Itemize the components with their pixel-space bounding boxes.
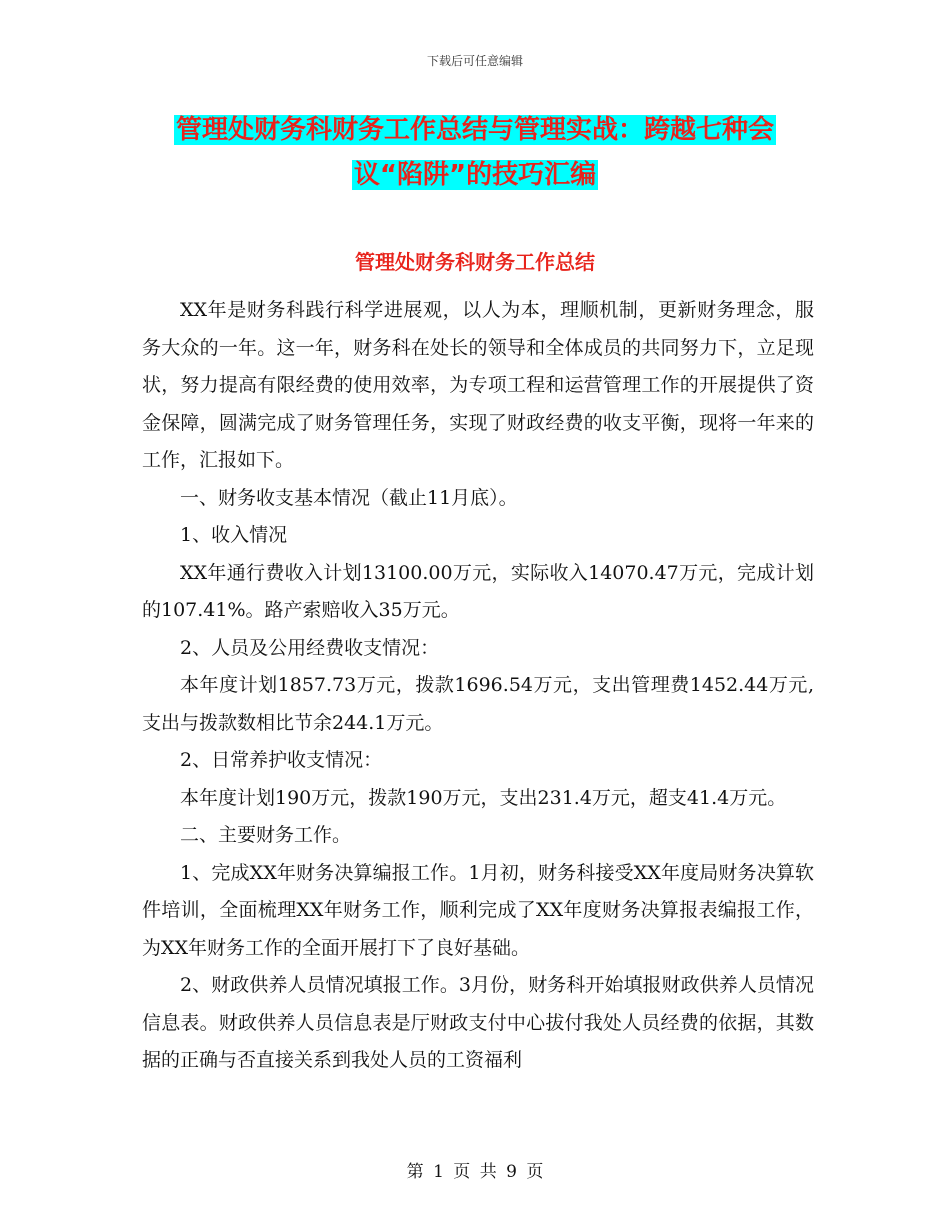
paragraph-income-detail: XX年通行费收入计划13100.00万元，实际收入14070.47万元，完成计划的107.41%。路产索赔收入35万元。 bbox=[142, 561, 814, 621]
paragraph-heading-1: 一、财务收支基本情况（截止11月底）。 bbox=[180, 486, 518, 509]
paragraph-subheading-income: 1、收入情况 bbox=[180, 524, 288, 546]
header-note: 下载后可任意编辑 bbox=[426, 54, 523, 68]
document-title bbox=[120, 108, 830, 198]
title-line-1: 管理处财务科财务工作总结与管理实战：跨越七种会 bbox=[175, 115, 774, 145]
paragraph-intro: XX年是财务科践行科学进展观，以人为本，理顺机制，更新财务理念，服务大众的一年。这一年，财务科在处长的领导和全体成员的共同努力下，立足现状，努力提高有限经费的使用效率，为专项工程和运营管理工作的开展提供了资金保障，圆满完成了财务管理任务，实现了财政经费的收支平衡，现将一年来的工作，汇报如下。 bbox=[142, 299, 814, 471]
title-line-2: 议“陷阱”的技巧汇编 bbox=[353, 160, 597, 190]
paragraph-personnel-detail: 本年度计划1857.73万元，拨款1696.54万元，支出管理费1452.44万元,支出与拨款数相比节余244.1万元。 bbox=[142, 674, 814, 734]
paragraph-work-2: 2、财政供养人员情况填报工作。3月份，财务科开始填报财政供养人员情况信息表。财政供养人员信息表是厅财政支付中心拔付我处人员经费的依据，其数据的正确与否直接关系到我处人员的工资福利 bbox=[142, 974, 814, 1071]
paragraph-work-1: 1、完成XX年财务决算编报工作。1月初，财务科接受XX年度局财务决算软件培训，全面梳理XX年财务工作，顺利完成了XX年度财务决算报表编报工作，为XX年财务工作的全面开展打下了良好基础。 bbox=[142, 861, 814, 959]
document-body bbox=[142, 292, 814, 1080]
paragraph-subheading-maintenance: 2、日常养护收支情况： bbox=[180, 749, 383, 771]
page-footer: 第 1 页 共 9 页 bbox=[406, 1162, 544, 1182]
paragraph-heading-2: 二、主要财务工作。 bbox=[180, 824, 352, 846]
paragraph-maintenance-detail: 本年度计划190万元，拨款190万元，支出231.4万元，超支41.4万元。 bbox=[180, 786, 787, 809]
paragraph-subheading-personnel: 2、人员及公用经费收支情况： bbox=[180, 636, 440, 659]
section-subtitle: 管理处财务科财务工作总结 bbox=[355, 250, 595, 274]
